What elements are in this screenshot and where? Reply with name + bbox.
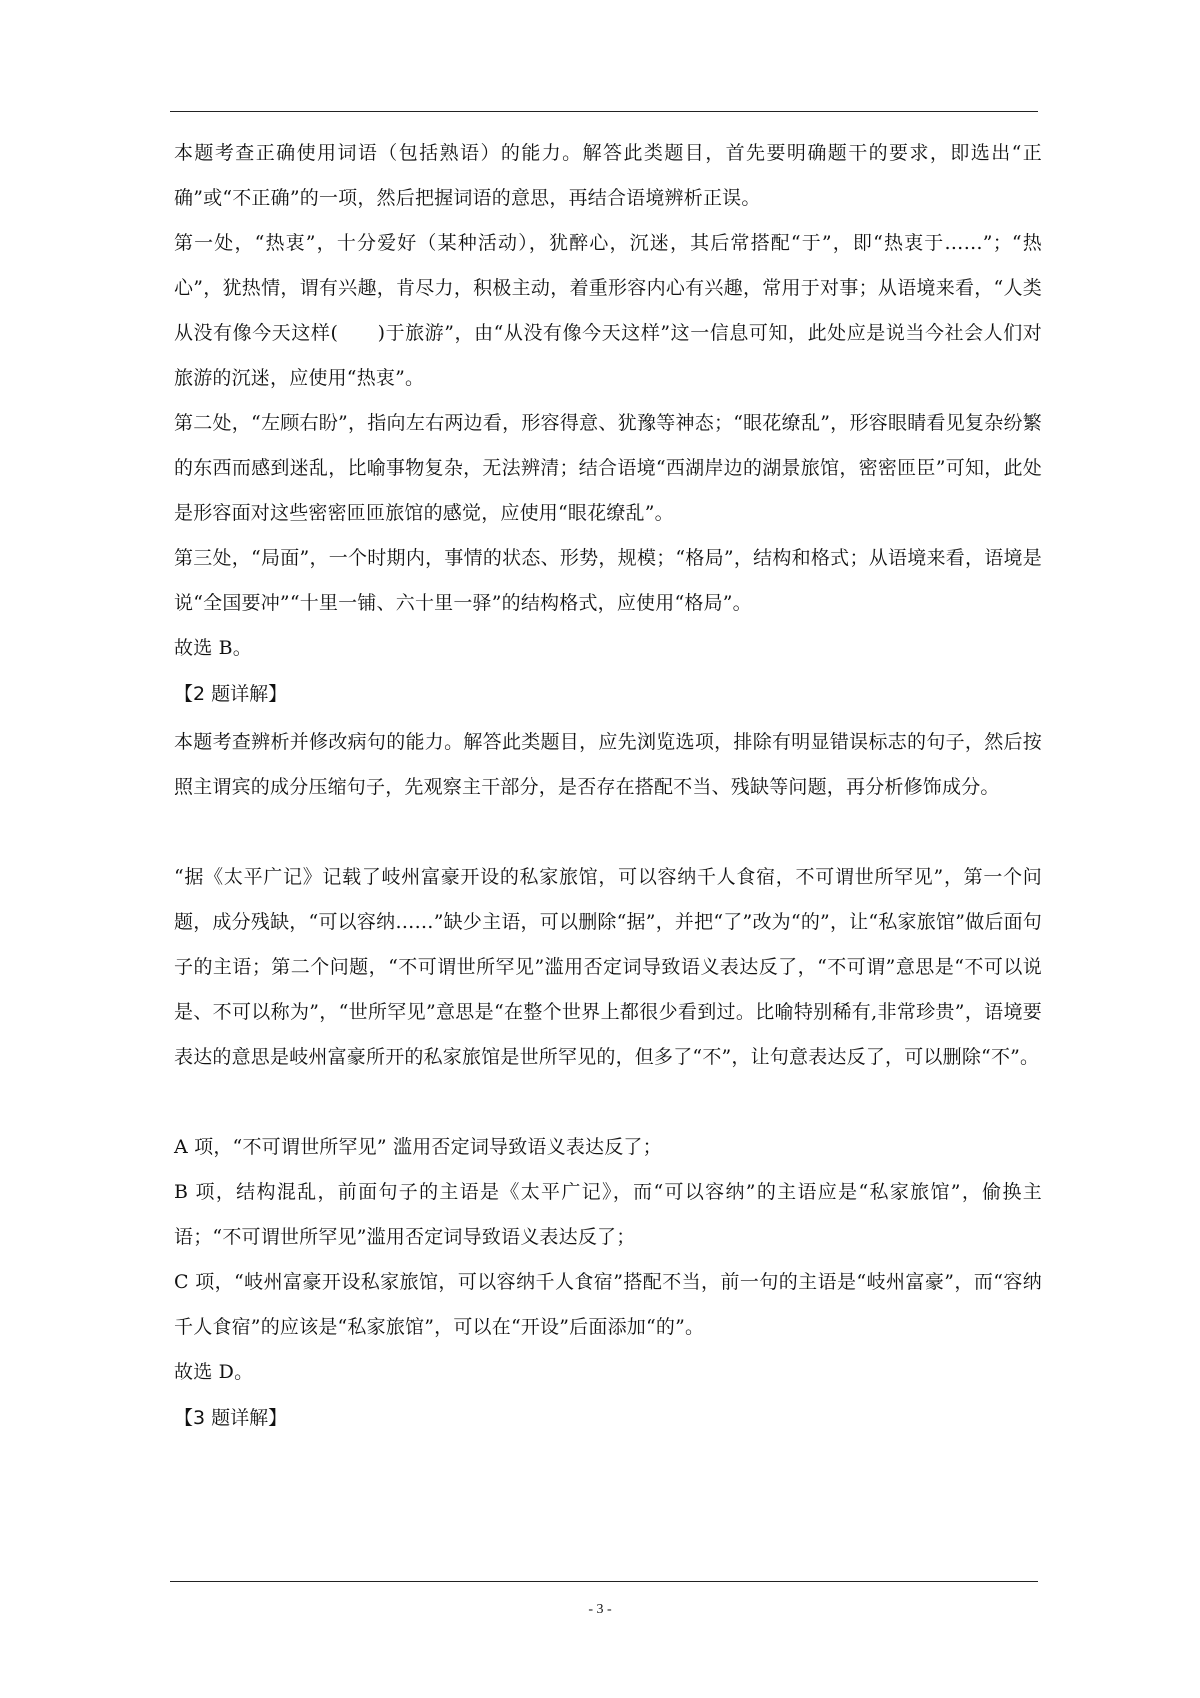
heading-q3: 【3 题详解】 <box>174 1407 288 1429</box>
option-b-analysis: B 项，结构混乱，前面句子的主语是《太平广记》，而“可以容纳”的主语应是“私家旅馆”，偷换主语；“不可谓世所罕见”滥用否定词导致语义表达反了； <box>174 1181 1042 1248</box>
header-rule <box>170 111 1038 112</box>
intro-paragraph-q2: 本题考查辨析并修改病句的能力。解答此类题目，应先浏览选项，排除有明显错误标志的句子，然后按照主谓宾的成分压缩句子，先观察主干部分，是否存在搭配不当、残缺等问题，再分析修饰成分。 <box>174 731 1042 798</box>
answer-q2: 故选 D。 <box>174 1361 254 1383</box>
option-c-analysis: C 项，“岐州富豪开设私家旅馆，可以容纳千人食宿”搭配不当，前一句的主语是“岐州富豪”，而“容纳千人食宿”的应该是“私家旅馆”，可以在“开设”后面添加“的”。 <box>174 1271 1042 1338</box>
answer-q1: 故选 B。 <box>174 637 253 659</box>
analysis-third-blank: 第三处，“局面”，一个时期内，事情的状态、形势，规模；“格局”，结构和格式；从语境来看，语境是说“全国要冲”“十里一铺、六十里一驿”的结构格式，应使用“格局”。 <box>174 547 1042 614</box>
heading-q2: 【2 题详解】 <box>174 683 288 705</box>
intro-paragraph-q1: 本题考查正确使用词语（包括熟语）的能力。解答此类题目，首先要明确题干的要求，即选出“正确”或“不正确”的一项，然后把握词语的意思，再结合语境辨析正误。 <box>174 142 1042 209</box>
analysis-second-blank: 第二处，“左顾右盼”，指向左右两边看，形容得意、犹豫等神态；“眼花缭乱”，形容眼睛看见复杂纷繁的东西而感到迷乱，比喻事物复杂，无法辨清；结合语境“西湖岸边的湖景旅馆，密密匝臣”可知，此处是形容面对这些密密匝匝旅馆的感觉，应使用“眼花缭乱”。 <box>174 412 1042 524</box>
page-number: - 3 - <box>588 1602 612 1617</box>
analysis-sentence-q2: “据《太平广记》记载了岐州富豪开设的私家旅馆，可以容纳千人食宿，不可谓世所罕见”，第一个问题，成分残缺，“可以容纳……”缺少主语，可以删除“据”，并把“了”改为“的”，让“私家旅馆”做后面句子的主语；第二个问题，“不可谓世所罕见”滥用否定词导致语义表达反了，“不可谓”意思是“不可以说是、不可以称为”，“世所罕见”意思是“在整个世界上都很少看到过。比喻特别稀有,非常珍贵”，语境要表达的意思是岐州富豪所开的私家旅馆是世所罕见的，但多了“不”，让句意表达反了，可以删除“不”。 <box>174 866 1042 1068</box>
footer-rule <box>170 1581 1038 1582</box>
analysis-first-blank: 第一处，“热衷”，十分爱好（某种活动），犹醉心，沉迷，其后常搭配“于”，即“热衷于……”；“热心”，犹热情，谓有兴趣，肯尽力，积极主动，着重形容内心有兴趣，常用于对事；从语境来看，“人类从没有像今天这样( )于旅游”，由“从没有像今天这样”这一信息可知，此处应是说当今社会人们对旅游的沉迷，应使用“热衷”。 <box>174 232 1042 389</box>
option-a-analysis: A 项，“不可谓世所罕见” 滥用否定词导致语义表达反了； <box>174 1136 662 1158</box>
